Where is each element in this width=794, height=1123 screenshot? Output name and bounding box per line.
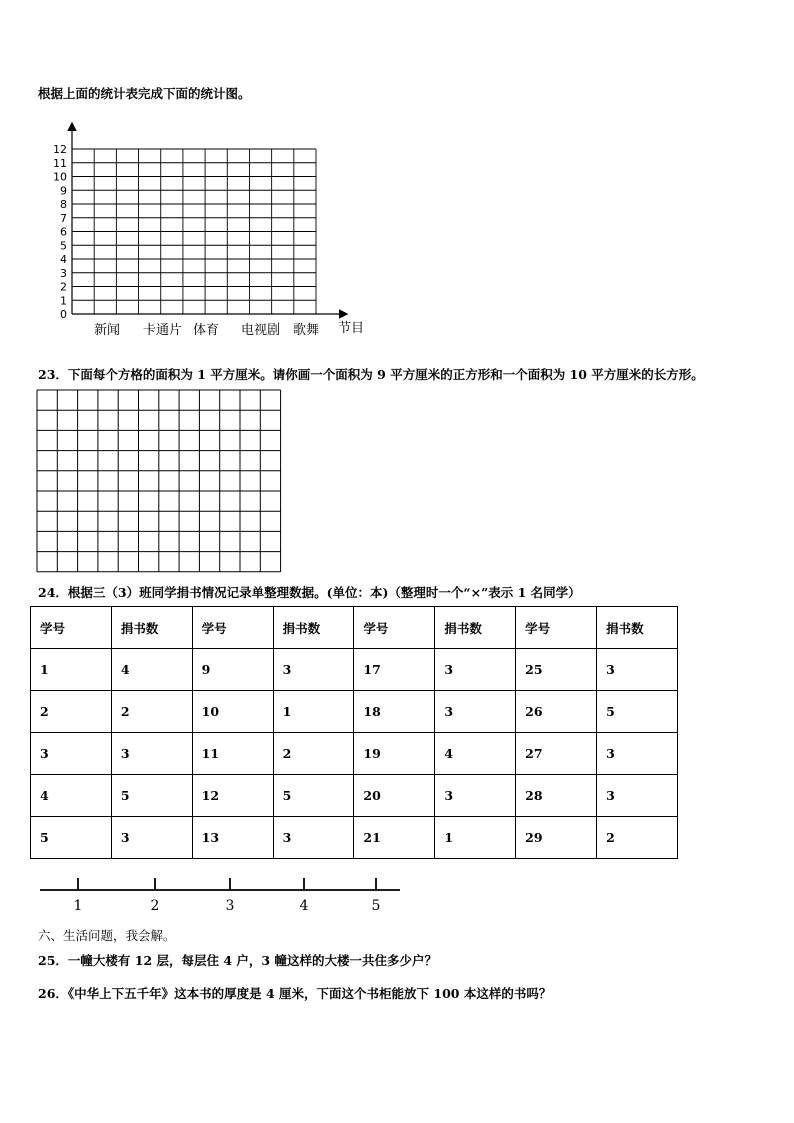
table-cell: 捐书数: [597, 607, 678, 649]
table-cell: 19: [354, 733, 435, 775]
table-cell: 5: [31, 817, 112, 859]
table-cell: 捐书数: [435, 607, 516, 649]
y-tick-label: 3: [60, 266, 67, 280]
table-cell: 3: [597, 649, 678, 691]
y-tick-label: 8: [60, 198, 67, 211]
number-line-label: 3: [225, 898, 235, 914]
square-grid-paper[interactable]: [36, 389, 282, 573]
bar-chart-grid[interactable]: [36, 118, 376, 348]
table-cell: 12: [192, 775, 273, 817]
category-label-song-dance: 歌舞: [293, 323, 320, 338]
number-line-label: 5: [371, 898, 381, 914]
table-cell: 3: [435, 649, 516, 691]
intro-instruction: 根据上面的统计表完成下面的统计图。: [38, 86, 251, 101]
table-cell: 学号: [192, 607, 273, 649]
category-label-news: 新闻: [94, 323, 121, 338]
table-cell: 9: [192, 649, 273, 691]
table-row: [31, 733, 678, 775]
number-line-label: 2: [150, 898, 160, 914]
question-23: 23．下面每个方格的面积为 1 平方厘米。请你画一个面积为 9 平方厘米的正方形和一个面积为 10 平方厘米的长方形。: [38, 367, 704, 382]
number-line-label: 1: [73, 898, 83, 914]
number-line-label: 4: [299, 898, 309, 914]
table-cell: 捐书数: [111, 607, 192, 649]
table-row: [31, 775, 678, 817]
table-cell: 1: [31, 649, 112, 691]
table-cell: 3: [273, 817, 354, 859]
table-cell: 2: [597, 817, 678, 859]
table-cell: 29: [516, 817, 597, 859]
table-cell: 5: [597, 691, 678, 733]
table-cell: 28: [516, 775, 597, 817]
table-cell: 17: [354, 649, 435, 691]
table-cell: 21: [354, 817, 435, 859]
question-26: 26．《中华上下五千年》这本书的厚度是 4 厘米，下面这个书柜能放下 100 本这样的书吗？: [38, 986, 552, 1001]
chart-grid-lines: [72, 149, 316, 314]
table-cell: 3: [273, 649, 354, 691]
table-cell: 4: [31, 775, 112, 817]
category-label-cartoon: 卡通片: [143, 323, 183, 338]
section-6-title: 六、生活问题，我会解。: [38, 928, 176, 943]
table-cell: 3: [597, 733, 678, 775]
x-axis-title: 节目: [338, 321, 365, 336]
table-cell: 25: [516, 649, 597, 691]
table-cell: 学号: [354, 607, 435, 649]
table-cell: 2: [31, 691, 112, 733]
table-cell: 4: [435, 733, 516, 775]
table-cell: 2: [111, 691, 192, 733]
y-tick-label: 1: [60, 294, 67, 308]
y-tick-label: 6: [60, 225, 67, 239]
table-cell: 27: [516, 733, 597, 775]
question-25: 25．一幢大楼有 12 层，每层住 4 户，3 幢这样的大楼一共住多少户？: [38, 953, 437, 968]
table-cell: 学号: [31, 607, 112, 649]
table-cell: 3: [435, 775, 516, 817]
question-24: 24．根据三（3）班同学捐书情况记录单整理数据。(单位：本)（整理时一个“×”表示 1 名同学）: [38, 585, 581, 600]
table-cell: 3: [597, 775, 678, 817]
y-tick-label: 0: [60, 308, 67, 321]
category-label-tv-drama: 电视剧: [241, 323, 281, 338]
table-cell: 11: [192, 733, 273, 775]
table-cell: 10: [192, 691, 273, 733]
y-tick-label: 2: [60, 280, 67, 294]
table-cell: 5: [111, 775, 192, 817]
table-cell: 5: [273, 775, 354, 817]
square-grid-lines: [37, 390, 281, 572]
y-tick-labels: [53, 143, 67, 321]
table-cell: 3: [31, 733, 112, 775]
table-cell: 18: [354, 691, 435, 733]
category-label-sports: 体育: [193, 323, 220, 338]
tally-number-line[interactable]: [38, 872, 408, 917]
table-cell: 3: [111, 733, 192, 775]
table-cell: 20: [354, 775, 435, 817]
table-row: [31, 691, 678, 733]
table-cell: 学号: [516, 607, 597, 649]
y-tick-label: 7: [60, 211, 67, 225]
table-row: [31, 649, 678, 691]
table-cell: 1: [273, 691, 354, 733]
y-tick-label: 4: [60, 253, 67, 266]
y-tick-label: 11: [53, 156, 67, 170]
table-cell: 4: [111, 649, 192, 691]
table-header-row: [31, 607, 678, 649]
y-tick-label: 10: [53, 170, 67, 184]
table-cell: 1: [435, 817, 516, 859]
y-tick-label: 12: [53, 143, 67, 156]
table-cell: 26: [516, 691, 597, 733]
table-cell: 3: [435, 691, 516, 733]
number-line-marks: [74, 878, 381, 914]
y-tick-label: 5: [60, 239, 67, 253]
table-cell: 3: [111, 817, 192, 859]
table-cell: 捐书数: [273, 607, 354, 649]
table-cell: 13: [192, 817, 273, 859]
y-tick-label: 9: [60, 184, 67, 198]
table-cell: 2: [273, 733, 354, 775]
donation-record-table: [30, 606, 678, 859]
table-row: [31, 817, 678, 859]
